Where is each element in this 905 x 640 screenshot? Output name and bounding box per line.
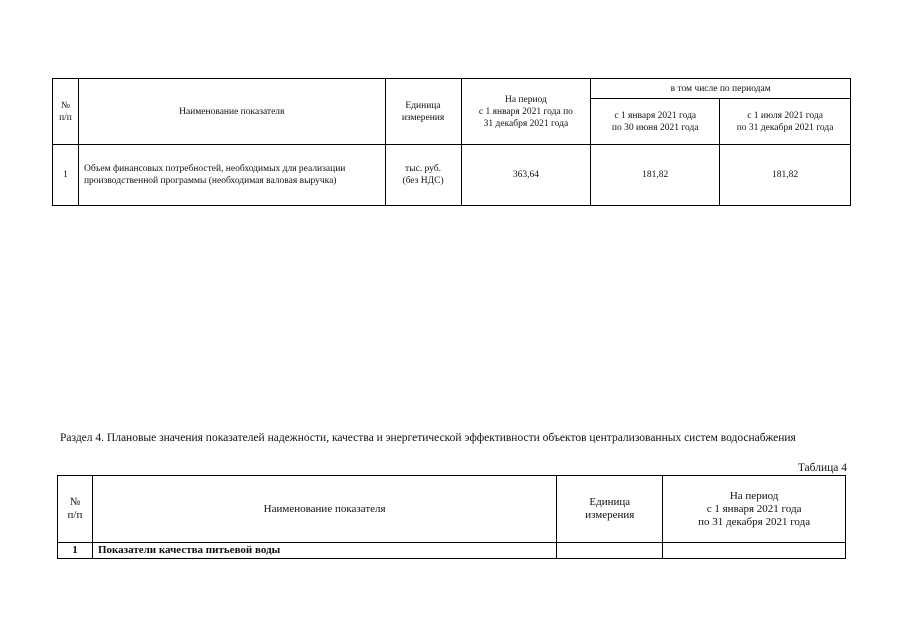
- header-num: № п/п: [53, 79, 79, 145]
- reliability-indicators-table: [57, 475, 846, 559]
- header-including: в том числе по периодам: [591, 79, 851, 99]
- row-name: Объем финансовых потребностей, необходимых для реализации производственной программы (необходимая валовая выручка): [78, 145, 385, 206]
- header-unit: Единица измерения: [557, 476, 663, 543]
- header-period: На период с 1 января 2021 года по 31 декабря 2021 года: [663, 476, 846, 543]
- header-unit: Единица измерения: [385, 79, 461, 145]
- row-period-1: 181,82: [591, 145, 720, 206]
- table-row: [53, 145, 851, 206]
- header-subperiod-2: с 1 июля 2021 года по 31 декабря 2021 года: [720, 99, 851, 145]
- table-caption: Таблица 4: [797, 462, 847, 474]
- row-unit: [557, 543, 663, 559]
- table-row: [58, 543, 846, 559]
- header-period: На период с 1 января 2021 года по 31 декабря 2021 года: [461, 79, 591, 145]
- row-period-2: 181,82: [720, 145, 851, 206]
- row-name: Показатели качества питьевой воды: [92, 543, 556, 559]
- row-num: 1: [58, 543, 93, 559]
- header-num: № п/п: [58, 476, 93, 543]
- row-num: 1: [53, 145, 79, 206]
- row-total: 363,64: [461, 145, 591, 206]
- row-value: [663, 543, 846, 559]
- header-name: Наименование показателя: [78, 79, 385, 145]
- header-subperiod-1: с 1 января 2021 года по 30 июня 2021 года: [591, 99, 720, 145]
- row-unit: тыс. руб. (без НДС): [385, 145, 461, 206]
- financial-needs-table: [52, 78, 851, 206]
- header-name: Наименование показателя: [92, 476, 556, 543]
- section-title: Раздел 4. Плановые значения показателей надежности, качества и энергетической эффективности объектов централизованных систем водоснабжения: [60, 432, 796, 444]
